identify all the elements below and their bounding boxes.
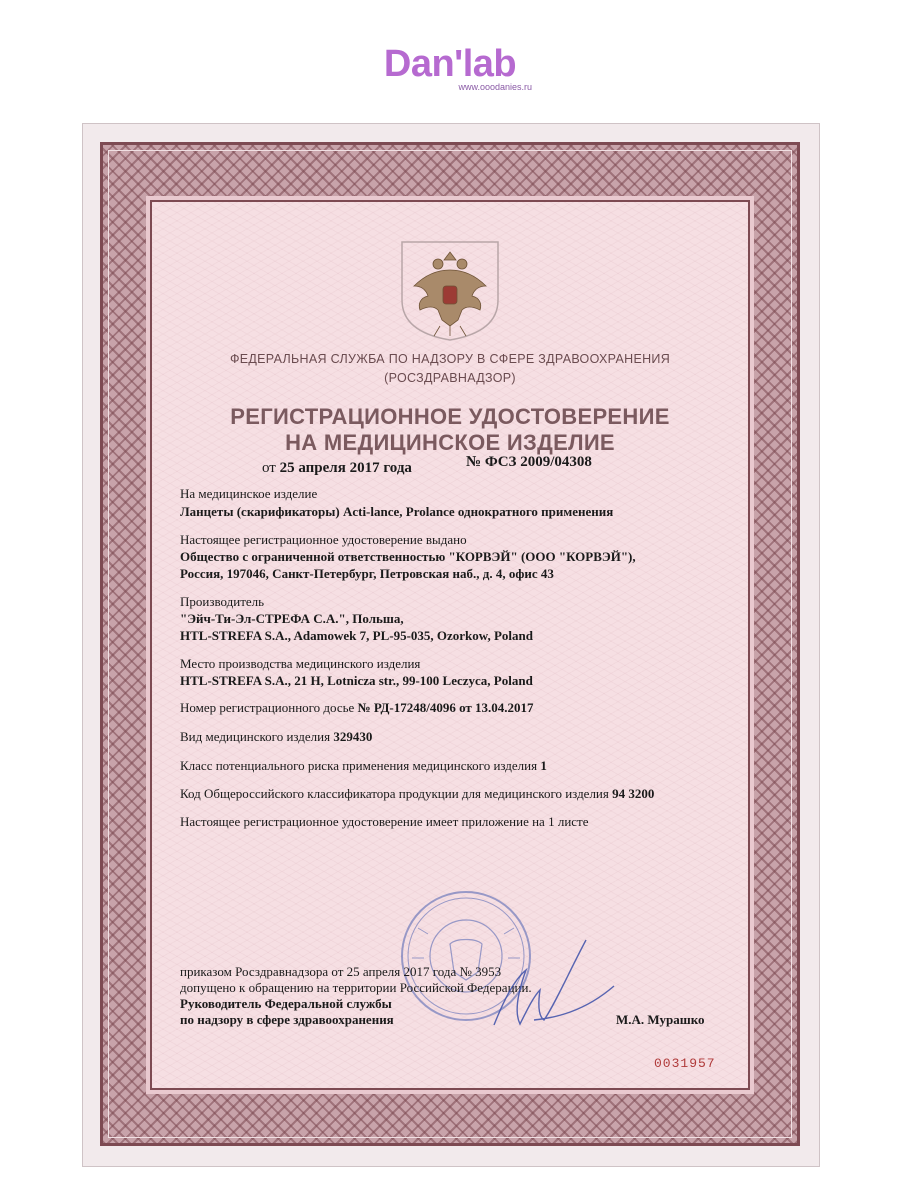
risk-line [180, 758, 547, 774]
okp-label: Код Общероссийского классификатора продукции для медицинского изделия [180, 786, 609, 801]
certificate-title-line1: РЕГИСТРАЦИОННОЕ УДОСТОВЕРЕНИЕ [230, 404, 670, 429]
issue-date-line [262, 460, 412, 477]
coat-of-arms-icon [400, 240, 500, 342]
order-line1: приказом Росздравнадзора от 25 апреля 2017 года № 3953 [180, 964, 502, 979]
device-label: На медицинское изделие [180, 486, 318, 501]
manufacturer-line2: HTL-STREFA S.A., Adamowek 7, PL-95-035, Ozorkow, Poland [180, 628, 533, 643]
issue-date: 25 апреля 2017 года [279, 460, 412, 476]
certificate-title-line2: НА МЕДИЦИНСКОЕ ИЗДЕЛИЕ [285, 430, 615, 455]
issued-label: Настоящее регистрационное удостоверение выдано [180, 532, 467, 547]
brand-logo-text: Dan'lab [383, 43, 517, 85]
device-name: Ланцеты (скарификаторы) Acti-lance, Prolance однократного применения [180, 504, 614, 519]
agency-abbreviation: (РОСЗДРАВНАДЗОР) [384, 371, 516, 385]
production-label: Место производства медицинского изделия [180, 656, 421, 671]
serial-number: 0031957 [654, 1056, 716, 1071]
appendix-text: Настоящее регистрационное удостоверение имеет приложение на 1 листе [180, 814, 589, 829]
order-line2: допущено к обращению на территории Российской Федерации. [180, 980, 532, 995]
dossier-line [180, 700, 534, 716]
date-prefix: от [262, 460, 276, 476]
issued-to-line2: Россия, 197046, Санкт-Петербург, Петровская наб., д. 4, офис 43 [180, 566, 554, 581]
kind-line [180, 729, 372, 745]
risk-value: 1 [540, 758, 547, 773]
okp-value: 94 3200 [612, 786, 655, 801]
production-address: HTL-STREFA S.A., 21 H, Lotnicza str., 99-100 Leczyca, Poland [180, 673, 533, 688]
issued-to-line1: Общество с ограниченной ответственностью "КОРВЭЙ" (ООО "КОРВЭЙ"), [180, 549, 636, 564]
manufacturer-label: Производитель [180, 594, 265, 609]
head-title-line1: Руководитель Федеральной службы [180, 996, 392, 1011]
dossier-value: № РД-17248/4096 от 13.04.2017 [357, 700, 534, 715]
brand-url: www.ooodanies.ru [458, 82, 532, 92]
dossier-label: Номер регистрационного досье [180, 700, 355, 715]
kind-value: 329430 [333, 729, 373, 744]
signature-icon [474, 920, 624, 1040]
signer-name: М.А. Мурашко [616, 1012, 705, 1027]
brand-logo [360, 44, 540, 96]
okp-line [180, 786, 654, 802]
risk-label: Класс потенциального риска применения медицинского изделия [180, 758, 538, 773]
agency-name: ФЕДЕРАЛЬНАЯ СЛУЖБА ПО НАДЗОРУ В СФЕРЕ ЗДРАВООХРАНЕНИЯ [229, 352, 671, 366]
kind-label: Вид медицинского изделия [180, 729, 331, 744]
registration-number: № ФСЗ 2009/04308 [466, 454, 592, 470]
head-title-line2: по надзору в сфере здравоохранения [180, 1012, 394, 1027]
manufacturer-line1: "Эйч-Ти-Эл-СТРЕФА С.А.", Польша, [180, 611, 404, 626]
